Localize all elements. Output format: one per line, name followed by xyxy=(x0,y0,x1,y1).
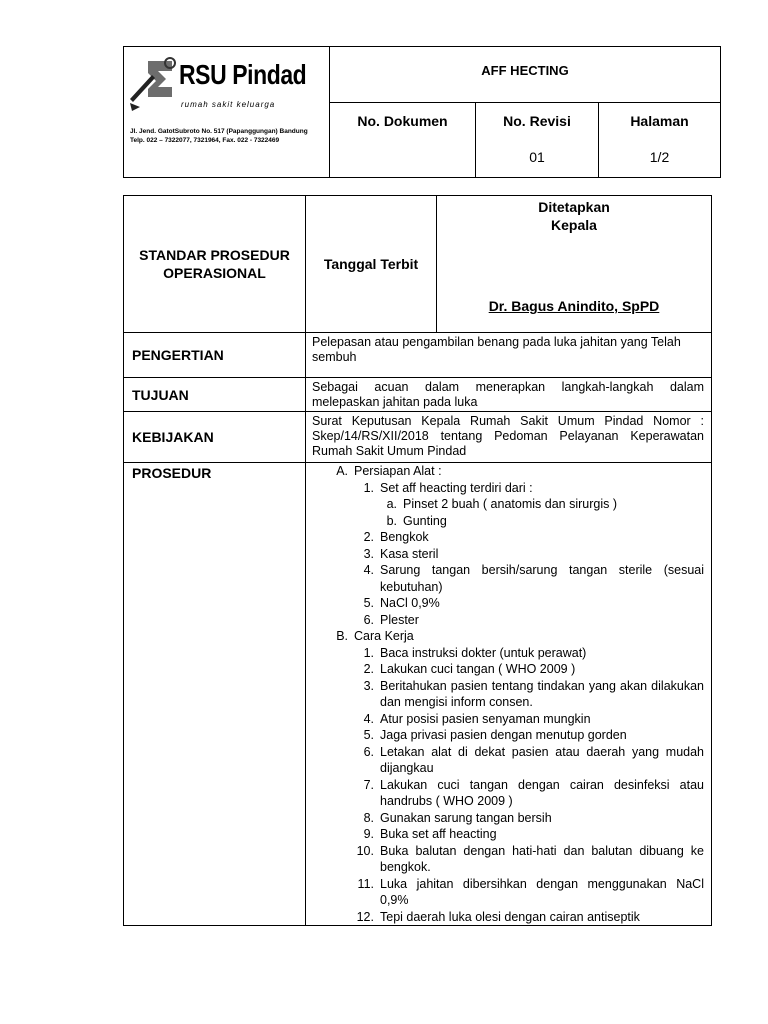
list-item-number: 1. xyxy=(363,480,374,495)
hospital-address xyxy=(130,127,308,145)
list-item-text: Gunting xyxy=(403,513,447,528)
list-item-text: Tepi daerah luka olesi dengan cairan antiseptik xyxy=(380,909,640,924)
page-cell xyxy=(599,103,721,178)
list-item-number: 12. xyxy=(356,909,374,924)
hospital-tagline: rumah sakit keluarga xyxy=(181,100,276,109)
list-item-number: 7. xyxy=(363,777,374,792)
list-item-number: 3. xyxy=(363,546,374,561)
list-item-text: Atur posisi pasien senyaman mungkin xyxy=(380,711,591,726)
approval-title-line-1: Ditetapkan xyxy=(538,199,610,215)
sop-title-line-1: STANDAR PROSEDUR xyxy=(139,247,290,263)
list-item xyxy=(306,744,704,777)
kebijakan-text: Surat Keputusan Kepala Rumah Sakit Umum Pindad Nomor : Skep/14/RS/XII/2018 tentang Pedoman Pelayanan Keperawatan Rumah Sakit Umum Pindad xyxy=(306,412,712,463)
list-item xyxy=(306,496,704,513)
list-item-number: 2. xyxy=(363,662,374,676)
revision-cell xyxy=(476,103,599,178)
page-label: Halaman xyxy=(630,113,689,130)
issue-date-label: Tanggal Terbit xyxy=(323,256,419,272)
address-line-1: Jl. Jend. GatotSubroto No. 517 (Papanggungan) Bandung xyxy=(130,128,308,135)
list-item xyxy=(306,595,704,612)
list-item-number: 9. xyxy=(363,827,374,841)
list-item xyxy=(306,678,704,711)
list-item-text: Plester xyxy=(380,612,419,627)
list-item-number: 6. xyxy=(363,612,374,627)
list-item xyxy=(306,711,704,728)
revision-label: No. Revisi xyxy=(503,113,571,130)
signer-name: Dr. Bagus Anindito, SpPD xyxy=(488,298,660,314)
list-item-text: Luka jahitan dibersihkan dengan menggunakan NaCl 0,9% xyxy=(380,876,704,907)
revision-value: 01 xyxy=(529,149,545,166)
kebijakan-label: KEBIJAKAN xyxy=(124,412,306,463)
tujuan-text: Sebagai acuan dalam menerapkan langkah-langkah dalam melepaskan jahitan pada luka xyxy=(306,378,712,412)
list-item-text: Buka balutan dengan hati-hati dan balutan dibuang ke bengkok. xyxy=(380,843,704,874)
pindad-logo-icon xyxy=(128,55,178,113)
section-a-title: Persiapan Alat : xyxy=(354,464,442,478)
list-item-text: NaCl 0,9% xyxy=(380,596,440,610)
list-item-text: Jaga privasi pasien dengan menutup gorden xyxy=(380,728,627,742)
pengertian-text: Pelepasan atau pengambilan benang pada luka jahitan yang Telah sembuh xyxy=(306,333,712,378)
list-item-number: a. xyxy=(386,497,397,511)
list-item xyxy=(306,529,704,546)
list-item-text: Buka set aff heacting xyxy=(380,827,497,841)
list-item-text: Kasa steril xyxy=(380,546,439,561)
list-item xyxy=(306,727,704,744)
sop-table xyxy=(123,195,712,926)
list-item xyxy=(306,612,704,629)
list-item-text: Letakan alat di dekat pasien atau daerah yang mudah dijangkau xyxy=(380,744,704,775)
list-item-text: Lakukan cuci tangan ( WHO 2009 ) xyxy=(380,662,576,676)
section-b-marker: B. xyxy=(336,629,348,643)
list-item xyxy=(306,777,704,810)
list-item-text: Gunakan sarung tangan bersih xyxy=(380,810,552,825)
list-item-number: 3. xyxy=(363,678,374,693)
doc-number-label: No. Dokumen xyxy=(357,113,448,130)
section-a-marker: A. xyxy=(336,464,348,478)
list-item xyxy=(306,909,704,926)
list-item xyxy=(306,876,704,909)
list-item xyxy=(306,826,704,843)
list-item-text: Set aff heacting terdiri dari : xyxy=(380,480,533,495)
list-item-number: 1. xyxy=(363,645,374,660)
list-item-text: Beritahukan pasien tentang tindakan yang akan dilakukan dan mengisi inform consen. xyxy=(380,678,704,709)
list-item xyxy=(306,513,704,530)
section-b-title: Cara Kerja xyxy=(354,629,414,643)
document-header xyxy=(123,46,721,178)
section-a-list xyxy=(306,480,704,629)
list-item-number: 8. xyxy=(363,810,374,825)
list-item-number: 4. xyxy=(363,563,374,577)
list-item xyxy=(306,480,704,497)
list-item-number: 5. xyxy=(363,596,374,610)
pengertian-label: PENGERTIAN xyxy=(124,333,306,378)
list-item-text: Baca instruksi dokter (untuk perawat) xyxy=(380,645,587,660)
address-line-2: Telp. 022 – 7322077, 7321964, Fax. 022 - 7322469 xyxy=(130,137,280,144)
list-item-number: 10. xyxy=(356,843,374,858)
list-item-number: 5. xyxy=(363,728,374,742)
document-title: AFF HECTING xyxy=(330,47,721,103)
logo-cell xyxy=(124,47,330,178)
hospital-name: RSU Pindad xyxy=(179,59,307,90)
page-value: 1/2 xyxy=(649,149,670,166)
tujuan-label: TUJUAN xyxy=(124,378,306,412)
list-item-number: 2. xyxy=(363,530,374,544)
sop-title-cell xyxy=(124,196,306,333)
prosedur-label: PROSEDUR xyxy=(124,463,306,926)
list-item xyxy=(306,546,704,563)
list-item xyxy=(306,562,704,595)
section-b-list xyxy=(306,645,704,926)
approval-title-line-2: Kepala xyxy=(551,217,597,233)
list-item-text: Sarung tangan bersih/sarung tangan sterile (sesuai kebutuhan) xyxy=(380,563,704,594)
list-item xyxy=(306,645,704,662)
list-item-number: 4. xyxy=(363,711,374,726)
list-item-number: 11. xyxy=(357,876,374,891)
list-item xyxy=(306,661,704,678)
list-item-text: Lakukan cuci tangan dengan cairan desinfeksi atau handrubs ( WHO 2009 ) xyxy=(380,777,704,808)
list-item-text: Pinset 2 buah ( anatomis dan sirurgis ) xyxy=(403,497,617,511)
list-item-number: b. xyxy=(386,513,397,528)
issue-date-cell xyxy=(306,196,437,333)
section-a-heading xyxy=(306,463,704,480)
sop-title-line-2: OPERASIONAL xyxy=(163,265,266,281)
prosedur-content xyxy=(306,463,712,926)
doc-number-cell xyxy=(330,103,476,178)
list-item-text: Bengkok xyxy=(380,530,429,544)
list-item xyxy=(306,843,704,876)
section-b-heading xyxy=(306,628,704,645)
list-item-number: 6. xyxy=(363,744,374,759)
list-item xyxy=(306,810,704,827)
approval-cell xyxy=(437,196,712,333)
